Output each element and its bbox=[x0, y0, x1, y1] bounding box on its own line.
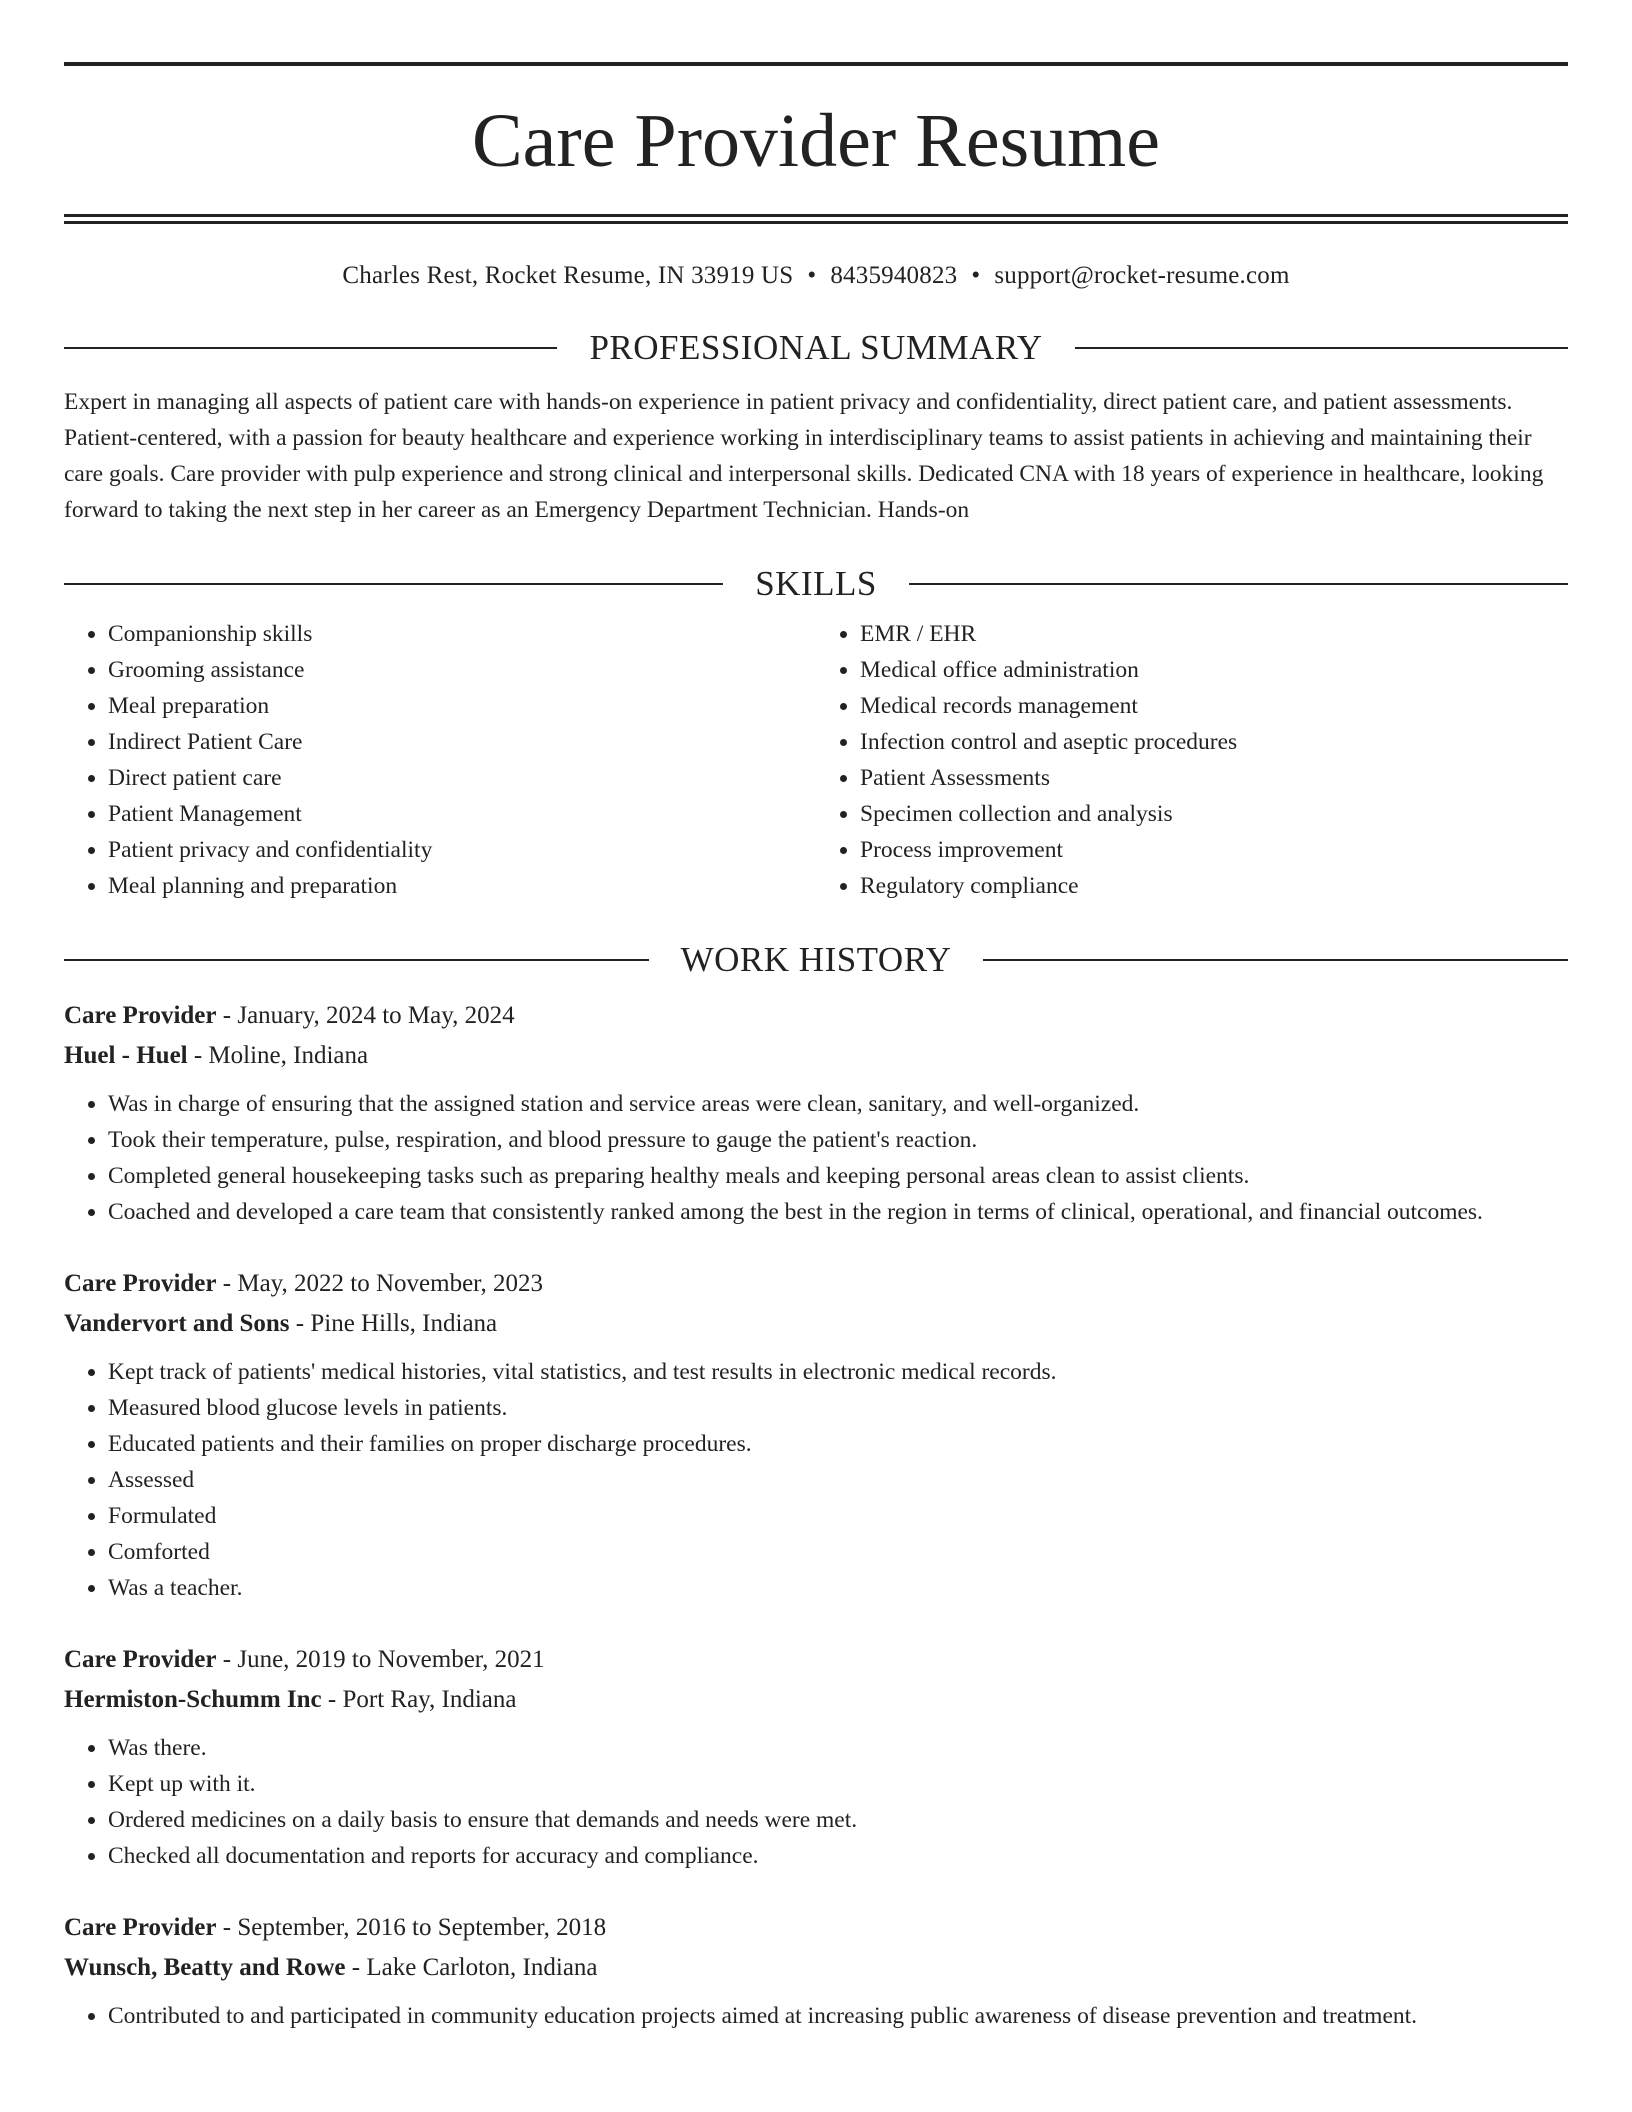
job-company: Vandervort and Sons bbox=[64, 1310, 290, 1337]
job-entry bbox=[64, 1640, 1568, 1874]
section-heading-summary bbox=[64, 326, 1568, 370]
job-bullet: • Assessed bbox=[108, 1462, 1568, 1498]
job-title-line bbox=[64, 996, 1568, 1036]
job-company: Huel - Huel bbox=[64, 1042, 188, 1069]
job-bullet: • Measured blood glucose levels in patients. bbox=[108, 1390, 1568, 1426]
job-title: Care Provider bbox=[64, 1270, 217, 1297]
page-title: Care Provider Resume bbox=[471, 99, 1161, 183]
job-bullet: • Took their temperature, pulse, respiration, and blood pressure to gauge the patient's reaction. bbox=[108, 1122, 1568, 1158]
section-heading-skills bbox=[64, 562, 1568, 606]
contact-separator: • bbox=[807, 262, 817, 289]
job-title: Care Provider bbox=[64, 1914, 217, 1941]
job-entry bbox=[64, 996, 1568, 1230]
job-company: Wunsch, Beatty and Rowe bbox=[64, 1954, 346, 1981]
job-bullet: • Was in charge of ensuring that the assigned station and service areas were clean, sanitary, and well-organized. bbox=[108, 1086, 1568, 1122]
section-title: PROFESSIONAL SUMMARY bbox=[589, 328, 1043, 367]
job-bullet: • Kept up with it. bbox=[108, 1766, 1568, 1802]
skills-list-right bbox=[816, 616, 1568, 904]
skill-item: • Medical office administration bbox=[860, 652, 1568, 688]
skill-item: • Direct patient care bbox=[108, 760, 816, 796]
job-bullets bbox=[64, 1730, 1568, 1874]
job-title-line bbox=[64, 1908, 1568, 1948]
skill-item: • Meal planning and preparation bbox=[108, 868, 816, 904]
job-bullet: • Completed general housekeeping tasks such as preparing healthy meals and keeping personal areas clean to assist clients. bbox=[108, 1158, 1568, 1194]
job-entry bbox=[64, 1264, 1568, 1606]
contact-separator: • bbox=[971, 262, 981, 289]
job-bullet: • Coached and developed a care team that consistently ranked among the best in the region in terms of clinical, operational, and financial outcomes. bbox=[108, 1194, 1568, 1230]
job-location: - Lake Carloton, Indiana bbox=[345, 1954, 598, 1981]
skill-item: • EMR / EHR bbox=[860, 616, 1568, 652]
job-bullet: • Was there. bbox=[108, 1730, 1568, 1766]
job-title-line bbox=[64, 1264, 1568, 1304]
skill-item: • Meal preparation bbox=[108, 688, 816, 724]
top-rule bbox=[64, 62, 1568, 66]
job-entry bbox=[64, 1908, 1568, 2034]
section-title: SKILLS bbox=[755, 564, 877, 603]
skills-columns bbox=[64, 616, 1568, 904]
job-title-line bbox=[64, 1640, 1568, 1680]
job-dates: - June, 2019 to November, 2021 bbox=[216, 1646, 545, 1673]
job-bullet: • Formulated bbox=[108, 1498, 1568, 1534]
section-heading-work bbox=[64, 938, 1568, 982]
skill-item: • Patient privacy and confidentiality bbox=[108, 832, 816, 868]
summary-text: Expert in managing all aspects of patient care with hands-on experience in patient privacy and confidentiality, direct patient care, and patient assessments. Patient-centered, with a passion for beauty healthcare and experience working in interdisciplinary teams to assist patients in achieving and maintaining their care goals. Care provider with pulp experience and strong clinical and interpersonal skills. Dedicated CNA with 18 years of experience in healthcare, looking forward to taking the next step in her career as an Emergency Department Technician. Hands-on bbox=[64, 389, 1544, 523]
job-bullet: • Checked all documentation and reports for accuracy and compliance. bbox=[108, 1838, 1568, 1874]
title-double-rule bbox=[64, 214, 1568, 224]
contact-address: Charles Rest, Rocket Resume, IN 33919 US bbox=[342, 262, 794, 289]
skill-item: • Patient Assessments bbox=[860, 760, 1568, 796]
skill-item: • Patient Management bbox=[108, 796, 816, 832]
job-bullet: • Was a teacher. bbox=[108, 1570, 1568, 1606]
contact-line bbox=[64, 260, 1568, 292]
job-bullet: • Educated patients and their families on proper discharge procedures. bbox=[108, 1426, 1568, 1462]
heading-rule-left bbox=[64, 347, 557, 349]
skill-item: • Grooming assistance bbox=[108, 652, 816, 688]
skill-item: • Companionship skills bbox=[108, 616, 816, 652]
job-bullet: • Kept track of patients' medical histories, vital statistics, and test results in electronic medical records. bbox=[108, 1354, 1568, 1390]
heading-rule-left bbox=[64, 959, 649, 961]
job-bullet: • Ordered medicines on a daily basis to ensure that demands and needs were met. bbox=[108, 1802, 1568, 1838]
section-title: WORK HISTORY bbox=[680, 940, 952, 979]
skill-item: • Indirect Patient Care bbox=[108, 724, 816, 760]
job-dates: - September, 2016 to September, 2018 bbox=[216, 1914, 607, 1941]
job-title: Care Provider bbox=[64, 1002, 217, 1029]
contact-phone: 8435940823 bbox=[830, 262, 958, 289]
job-dates: - May, 2022 to November, 2023 bbox=[216, 1270, 544, 1297]
job-bullets bbox=[64, 1354, 1568, 1606]
skill-item: • Infection control and aseptic procedures bbox=[860, 724, 1568, 760]
heading-rule-right bbox=[909, 583, 1568, 585]
skills-list-left bbox=[64, 616, 816, 904]
job-bullet: • Comforted bbox=[108, 1534, 1568, 1570]
job-company-line bbox=[64, 1304, 1568, 1344]
job-bullets bbox=[64, 1998, 1568, 2034]
contact-email: support@rocket-resume.com bbox=[994, 262, 1290, 289]
job-company: Hermiston-Schumm Inc bbox=[64, 1686, 322, 1713]
skill-item: • Medical records management bbox=[860, 688, 1568, 724]
job-company-line bbox=[64, 1680, 1568, 1720]
heading-rule-right bbox=[1075, 347, 1568, 349]
job-location: - Port Ray, Indiana bbox=[321, 1686, 517, 1713]
job-dates: - January, 2024 to May, 2024 bbox=[216, 1002, 515, 1029]
job-bullets bbox=[64, 1086, 1568, 1230]
job-bullet: • Contributed to and participated in community education projects aimed at increasing public awareness of disease prevention and treatment. bbox=[108, 1998, 1568, 2034]
job-title: Care Provider bbox=[64, 1646, 217, 1673]
skill-item: • Specimen collection and analysis bbox=[860, 796, 1568, 832]
heading-rule-right bbox=[983, 959, 1568, 961]
job-company-line bbox=[64, 1036, 1568, 1076]
job-location: - Pine Hills, Indiana bbox=[289, 1310, 498, 1337]
job-company-line bbox=[64, 1948, 1568, 1988]
job-location: - Moline, Indiana bbox=[187, 1042, 369, 1069]
heading-rule-left bbox=[64, 583, 723, 585]
skill-item: • Regulatory compliance bbox=[860, 868, 1568, 904]
skill-item: • Process improvement bbox=[860, 832, 1568, 868]
